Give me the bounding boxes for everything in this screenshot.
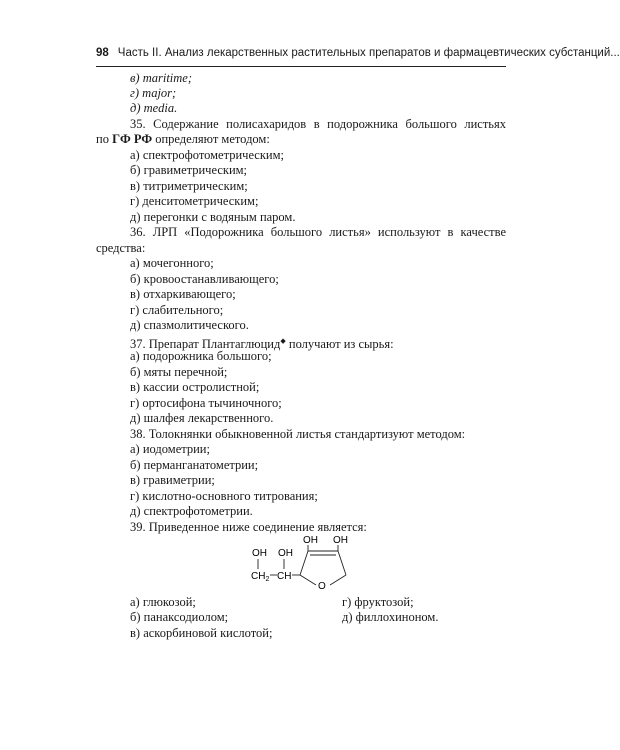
pharmacopoeia-abbr: ГФ РФ	[112, 132, 153, 146]
answer-option: д) media.	[130, 101, 178, 115]
structure-label: OH	[303, 535, 318, 546]
bond-line	[338, 551, 346, 575]
question-38: 38. Толокнянки обыкновенной листья стандартизуют методом:	[130, 427, 466, 441]
question-35: 35. Содержание полисахаридов в подорожника большого листьях	[130, 117, 506, 131]
answer-option: д) спектрофотометрии.	[130, 504, 253, 518]
answer-option: в) аскорбиновой кислотой;	[130, 626, 273, 640]
running-title: Часть II. Анализ лекарственных растительных препаратов и фармацевтических субстанций...	[117, 47, 620, 59]
question-36: 36. ЛРП «Подорожника большого листья» используют в качестве	[130, 225, 506, 239]
answer-option: б) мяты перечной;	[130, 365, 228, 379]
answer-option: б) гравиметрическим;	[130, 163, 248, 177]
answer-option: в) гравиметрии;	[130, 473, 215, 487]
structure-label: O	[318, 581, 326, 592]
answer-option: а) подорожника большого;	[130, 349, 272, 363]
structure-label: OH	[333, 535, 348, 546]
answer-option: б) перманганатометрии;	[130, 458, 259, 472]
structure-label: CH	[277, 571, 292, 582]
answer-option: г) слабительного;	[130, 303, 224, 317]
answer-option: б) кровоостанавливающего;	[130, 272, 279, 286]
bond-line	[330, 575, 346, 585]
answer-option: г) major;	[130, 86, 177, 100]
question-37: 37. Препарат Плантаглюцид◆ получают из сырья:	[130, 337, 394, 351]
answer-option: г) ортосифона тычиночного;	[130, 396, 282, 410]
answer-option: в) кассии остролистной;	[130, 380, 260, 394]
question-39: 39. Приведенное ниже соединение является:	[130, 520, 367, 534]
answer-option: а) глюкозой;	[130, 595, 196, 609]
chemical-structure	[248, 533, 358, 591]
structure-label: $CH_2$	[251, 571, 270, 583]
question-36-continuation: средства:	[96, 241, 146, 255]
answer-option: а) иодометрии;	[130, 442, 210, 456]
answer-option: в) титриметрическим;	[130, 179, 248, 193]
answer-option: д) перегонки с водяным паром.	[130, 210, 296, 224]
page-number: 98	[96, 47, 109, 59]
answer-option: г) кислотно-основного титрования;	[130, 489, 318, 503]
question-35-continuation: по ГФ РФ определяют методом:	[96, 132, 270, 146]
answer-option: д) спазмолитического.	[130, 318, 249, 332]
running-header	[96, 44, 620, 67]
answer-option: г) фруктозой;	[342, 595, 414, 609]
answer-option: а) спектрофотометрическим;	[130, 148, 284, 162]
answer-option: б) панаксодиолом;	[130, 610, 229, 624]
bond-line	[300, 551, 308, 575]
answer-option: в) отхаркивающего;	[130, 287, 236, 301]
answer-option: а) мочегонного;	[130, 256, 214, 270]
answer-option: г) денситометрическим;	[130, 194, 259, 208]
registered-mark-icon: ◆	[280, 337, 286, 345]
answer-option: в) maritime;	[130, 71, 193, 85]
structure-label: OH	[252, 548, 267, 559]
answer-option: д) шалфея лекарственного.	[130, 411, 274, 425]
answer-option: д) филлохиноном.	[342, 610, 439, 624]
bond-line	[300, 575, 316, 585]
structure-label: OH	[278, 548, 293, 559]
